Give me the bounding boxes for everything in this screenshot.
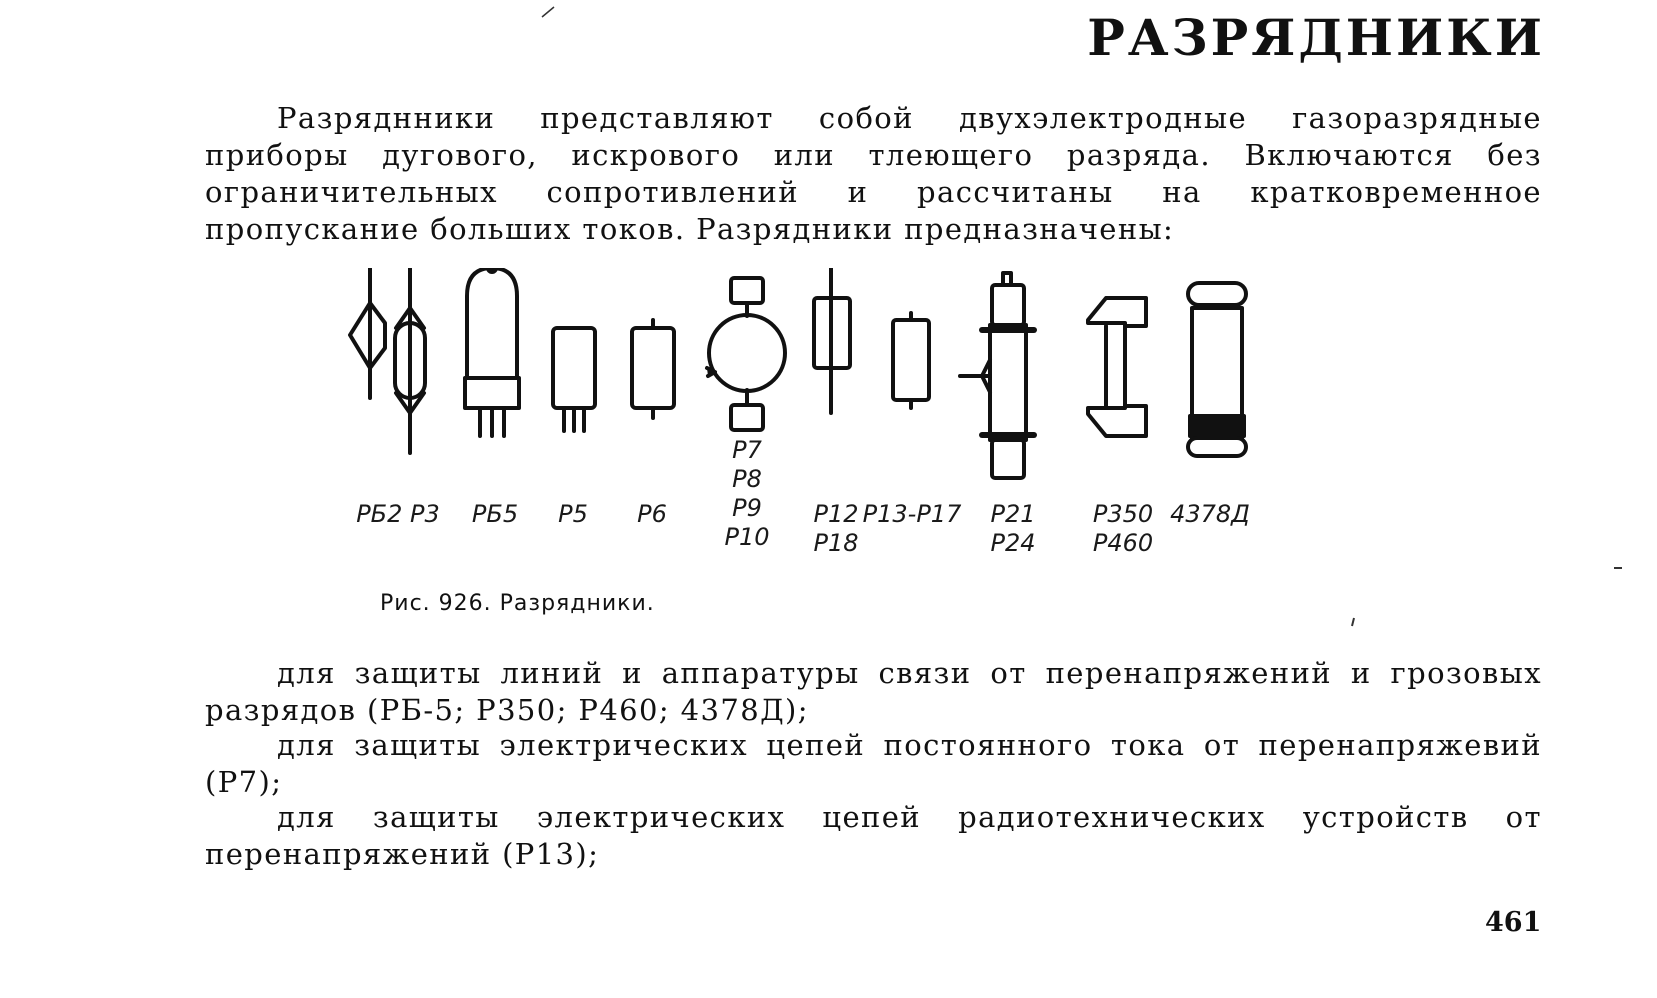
figure-caption: Рис. 926. Разрядники. <box>380 591 655 616</box>
figure-label: 4378Д <box>1170 500 1250 528</box>
intro-paragraph: Разряднники представляют собой двухэлектродные газоразрядные приборы дугового, искрового или тлеющего разряда. Включаются без ограничительных сопротивлений и рассчитаны на кратковременное пропускание больших токов. Разрядники предназначены: <box>205 101 1542 246</box>
figure-label: Р7 Р8 Р9 Р10 <box>724 436 770 551</box>
device-r12-drawing <box>814 268 850 413</box>
device-r7-drawing <box>707 278 785 430</box>
usage-item: для защиты линий и аппаратуры связи от перенапряжений и грозовых разрядов (РБ-5; Р350; Р460; 4378Д); <box>205 656 1542 727</box>
figure-label: Р21 Р24 <box>990 500 1036 557</box>
device-r3-drawing <box>395 268 425 453</box>
figure-label: Р350 Р460 <box>1092 500 1154 557</box>
figure-label: Р5 <box>558 500 588 528</box>
figure-label: РБ2 Р3 <box>356 500 440 528</box>
print-speck <box>1349 616 1359 628</box>
print-speck <box>540 5 560 19</box>
device-r13-drawing <box>893 313 929 408</box>
device-r350-drawing <box>1088 298 1146 436</box>
device-r5-drawing <box>553 328 595 431</box>
usage-item: для защиты электрических цепей постоянного тока от перенапряжевий (Р7); <box>205 728 1542 799</box>
device-4378d-drawing <box>1188 283 1246 456</box>
device-r6-drawing <box>632 320 674 418</box>
page-title: РАЗРЯДНИКИ <box>1087 8 1545 67</box>
figure-label: Р13-Р17 <box>862 500 962 528</box>
print-speck <box>1612 565 1624 571</box>
device-rb2-drawing <box>350 268 385 398</box>
figure-label: Р6 <box>637 500 667 528</box>
device-rb5-drawing <box>465 268 519 436</box>
figure-label: РБ5 <box>471 500 519 528</box>
figure-label: Р12 Р18 <box>813 500 859 557</box>
device-r21-drawing <box>960 273 1034 478</box>
page-number: 461 <box>1485 907 1542 938</box>
usage-item: для защиты электрических цепей радиотехнических устройств от перенапряжений (Р13); <box>205 800 1542 871</box>
arrester-figure <box>340 268 1340 598</box>
